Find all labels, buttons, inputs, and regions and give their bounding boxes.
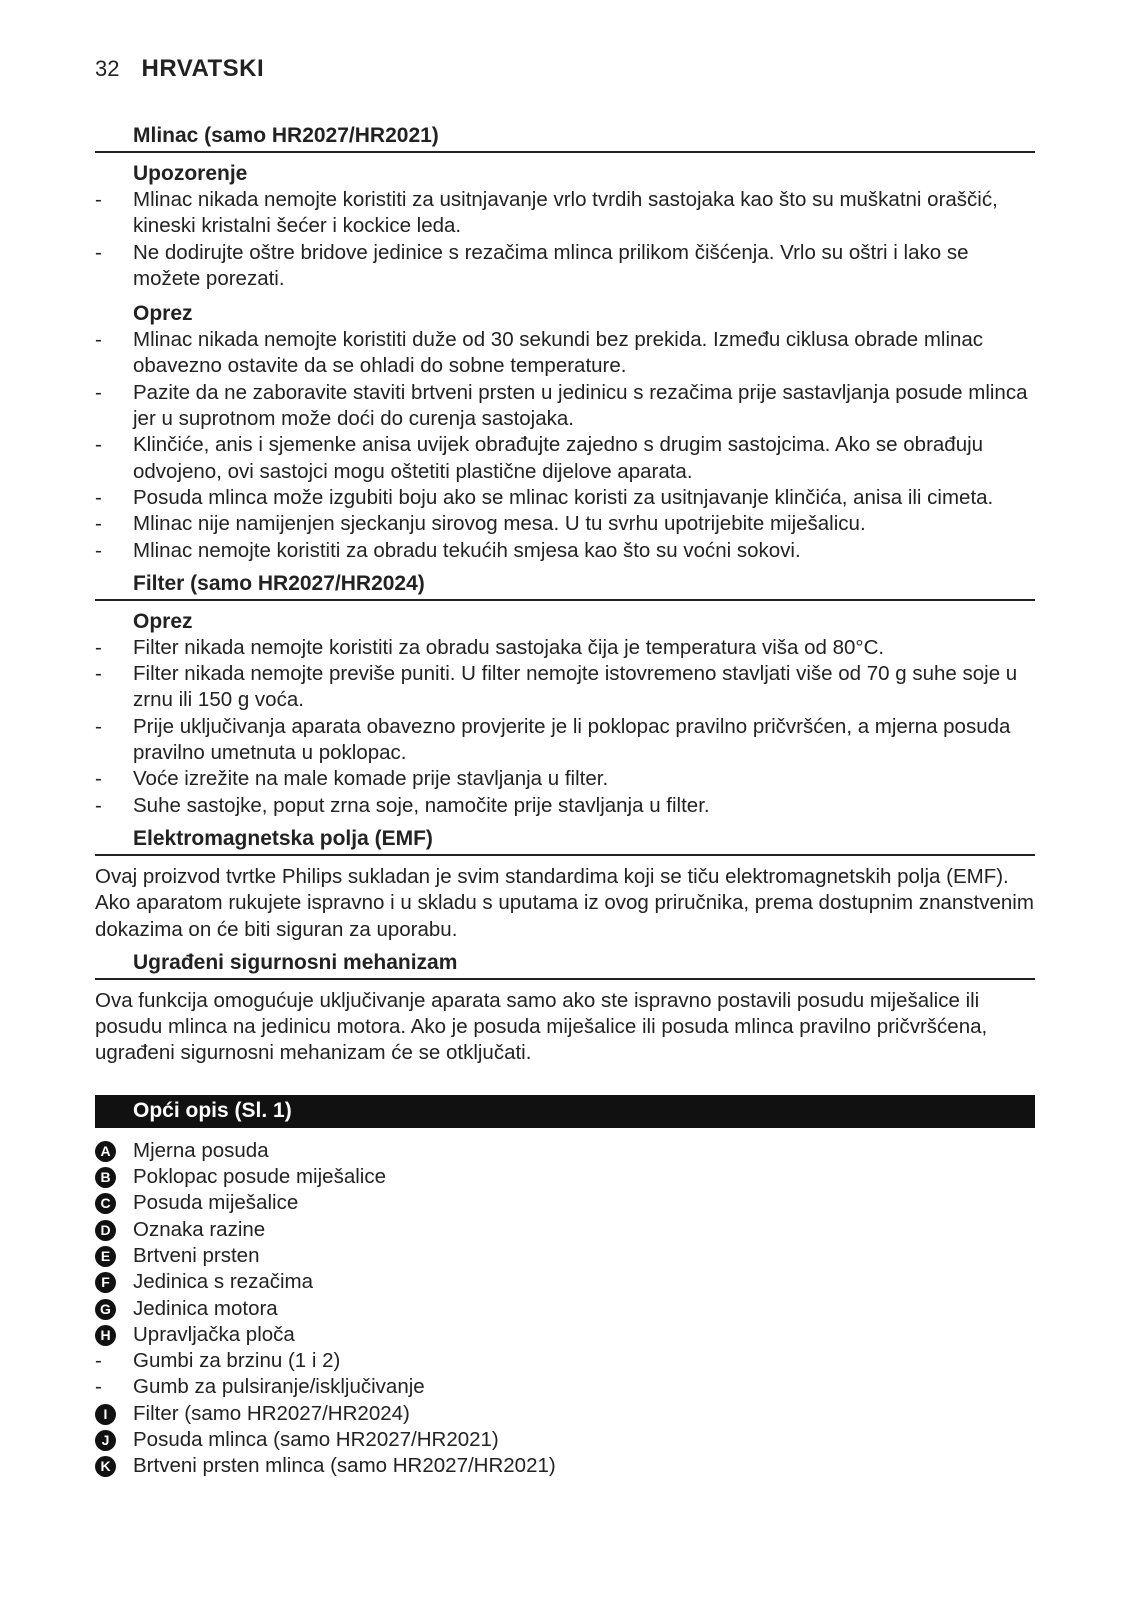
- letter-badge-icon: I: [95, 1404, 116, 1425]
- subheading-warning: Upozorenje: [133, 162, 248, 185]
- part-item: C Posuda miješalice: [95, 1190, 1035, 1216]
- parts-list: [95, 1138, 1035, 1480]
- list-item: - Filter nikada nemojte koristiti za obradu sastojaka čija je temperatura viša od 80°C.: [95, 635, 885, 659]
- part-item: B Poklopac posude miješalice: [95, 1164, 1035, 1190]
- caution-list: [95, 327, 1035, 564]
- page-content: [95, 122, 1035, 1496]
- filter-caution-list: [95, 635, 1035, 819]
- section-heading-general-description: Opći opis (Sl. 1): [95, 1095, 1035, 1128]
- list-item: - Filter nikada nemojte previše puniti. U filter nemojte istovremeno stavljati više od 70 g suhe soje u zrnu ili 150 g voća.: [95, 662, 1018, 712]
- part-item: I Filter (samo HR2027/HR2024): [95, 1401, 1035, 1427]
- letter-badge-icon: E: [95, 1246, 116, 1267]
- subheading-caution: Oprez: [133, 302, 193, 326]
- list-item: - Prije uključivanja aparata obavezno provjerite je li poklopac pravilno pričvršćen, a mjerna posuda pravilno umetnuta u poklopac.: [95, 714, 1011, 765]
- section-heading-grinder: Mlinac (samo HR2027/HR2021): [95, 122, 1035, 153]
- list-item: - Mlinac nemojte koristiti za obradu tekućih smjesa kao što su voćni sokovi.: [95, 538, 801, 562]
- part-item: H Upravljačka ploča: [95, 1322, 1035, 1348]
- section-heading-emf: Elektromagnetska polja (EMF): [95, 825, 1035, 856]
- list-item: - Mlinac nije namijenjen sjeckanju sirovog mesa. U tu svrhu upotrijebite miješalicu.: [95, 512, 866, 536]
- list-item: - Klinčiće, anis i sjemenke anisa uvijek obrađujte zajedno s drugim sastojcima. Ako se obrađuju odvojeno, ovi sastojci mogu oštetiti plastične dijelove aparata.: [95, 433, 984, 483]
- list-item: - Mlinac nikada nemojte koristiti za usitnjavanje vrlo tvrdih sastojaka kao što su muškatni oraščić, kineski kristalni šećer i kockice leda.: [95, 188, 998, 238]
- section-heading-safety: Ugrađeni sigurnosni mehanizam: [95, 949, 1035, 980]
- letter-badge-icon: F: [95, 1272, 116, 1293]
- list-item: - Pazite da ne zaboravite staviti brtveni prsten u jedinicu s rezačima prije sastavljanja posude mlinca jer u suprotnom može doći do curenja sastojaka.: [95, 380, 1028, 431]
- safety-paragraph: Ova funkcija omogućuje uključivanje aparata samo ako ste ispravno postavili posudu miješalice ili posudu mlinca na jedinicu motora. Ako je posuda miješalice ili posuda mlinca pravilno pričvršćena, ugrađeni sigurnosni mehanizam će se otključati.: [95, 988, 988, 1065]
- list-item: - Mlinac nikada nemojte koristiti duže od 30 sekundi bez prekida. Između ciklusa obrade mlinac obavezno ostavite da se ohladi do sobne temperature.: [95, 328, 984, 378]
- page-header: [95, 55, 264, 83]
- section-heading-filter: Filter (samo HR2027/HR2024): [95, 570, 1035, 601]
- letter-badge-icon: J: [95, 1430, 116, 1451]
- letter-badge-icon: B: [95, 1167, 116, 1188]
- list-item: - Voće izrežite na male komade prije stavljanja u filter.: [95, 767, 609, 791]
- part-item: K Brtveni prsten mlinca (samo HR2027/HR2021): [95, 1453, 1035, 1479]
- part-item: D Oznaka razine: [95, 1217, 1035, 1243]
- letter-badge-icon: K: [95, 1456, 116, 1477]
- letter-badge-icon: D: [95, 1220, 116, 1241]
- part-item: A Mjerna posuda: [95, 1138, 1035, 1164]
- language-title: HRVATSKI: [141, 55, 265, 82]
- letter-badge-icon: H: [95, 1325, 116, 1346]
- letter-badge-icon: G: [95, 1299, 116, 1320]
- emf-paragraph: Ovaj proizvod tvrtke Philips sukladan je svim standardima koji se tiču elektromagnetskih polja (EMF). Ako aparatom rukujete ispravno i u skladu s uputama iz ovog priručnika, prema dostupnim znanstvenim dokazima on će biti siguran za uporabu.: [95, 864, 1034, 941]
- subheading-caution-filter: Oprez: [133, 609, 193, 633]
- warning-list: [95, 187, 1035, 292]
- part-item: E Brtveni prsten: [95, 1243, 1035, 1269]
- part-item: G Jedinica motora: [95, 1296, 1035, 1322]
- list-item: - Ne dodirujte oštre bridove jedinice s rezačima mlinca prilikom čišćenja. Vrlo su oštri i lako se možete porezati.: [95, 240, 969, 290]
- part-subitem: - Gumbi za brzinu (1 i 2): [95, 1349, 341, 1373]
- part-item: F Jedinica s rezačima: [95, 1269, 1035, 1295]
- part-subitem: - Gumb za pulsiranje/isključivanje: [95, 1375, 425, 1399]
- list-item: - Suhe sastojke, poput zrna soje, namočite prije stavljanja u filter.: [95, 793, 710, 817]
- letter-badge-icon: A: [95, 1141, 116, 1162]
- part-item: J Posuda mlinca (samo HR2027/HR2021): [95, 1427, 1035, 1453]
- page-number: 32: [95, 56, 120, 81]
- list-item: - Posuda mlinca može izgubiti boju ako se mlinac koristi za usitnjavanje klinčića, anisa ili cimeta.: [95, 485, 994, 509]
- letter-badge-icon: C: [95, 1193, 116, 1214]
